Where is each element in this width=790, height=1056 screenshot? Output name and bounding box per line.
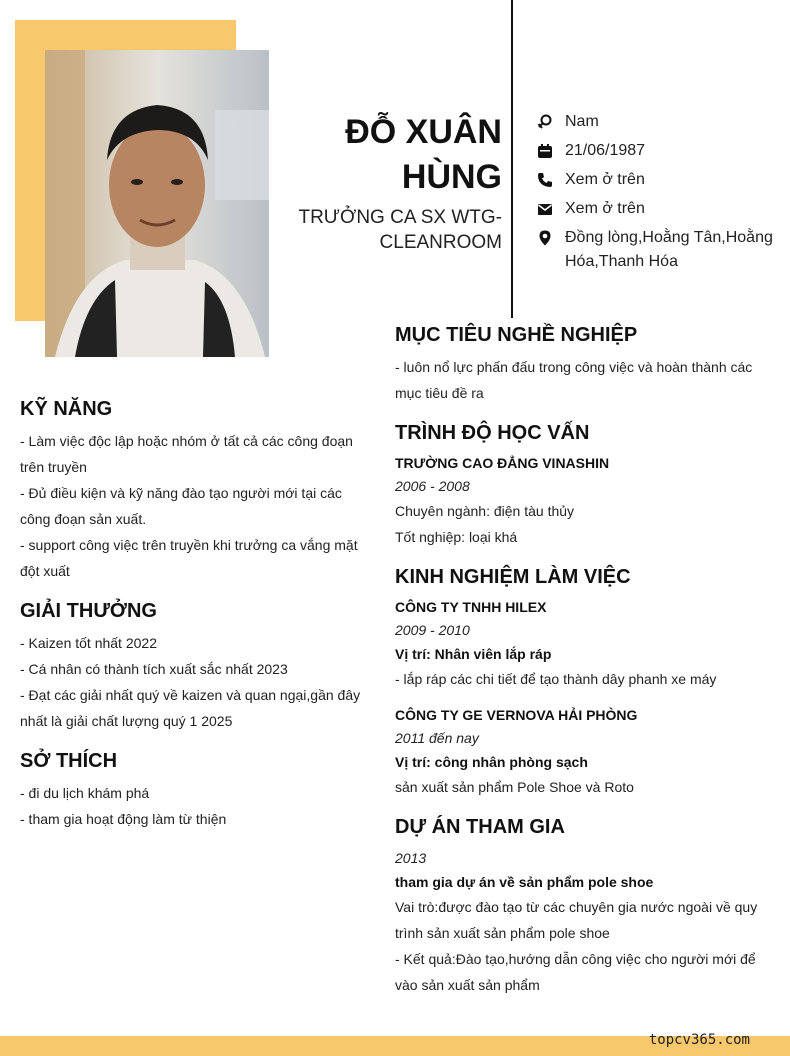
job-entry	[395, 704, 765, 800]
job-entry	[395, 596, 765, 692]
education-major: Chuyên ngành: điện tàu thủy	[395, 503, 575, 519]
projects-section	[395, 814, 765, 998]
header-divider	[511, 0, 513, 318]
contact-email-text: Xem ở trên	[565, 200, 645, 217]
job-company: CÔNG TY TNHH HILEX	[395, 599, 547, 615]
skills-title: KỸ NĂNG	[20, 398, 113, 420]
contact-gender	[537, 110, 782, 134]
contact-address	[537, 226, 782, 274]
job-description: - lắp ráp các chi tiết để tạo thành dây phanh xe máy	[395, 671, 717, 687]
contact-phone-text: Xem ở trên	[565, 171, 645, 188]
contact-birthday	[537, 139, 782, 163]
profile-photo	[45, 50, 269, 357]
school-name: TRƯỜNG CAO ĐẲNG VINASHIN	[395, 455, 610, 471]
objective-title: MỤC TIÊU NGHỀ NGHIỆP	[395, 324, 638, 346]
skill-item: - support công việc trên truyền khi trưởng ca vắng mặt đột xuất	[20, 537, 358, 579]
hobbies-section	[20, 748, 365, 832]
job-position: Vị trí: công nhân phòng sạch	[395, 754, 588, 770]
job-title	[282, 205, 502, 255]
objective-text: - luôn nổ lực phấn đấu trong công việc và hoàn thành các mục tiêu đề ra	[395, 359, 753, 401]
education-section	[395, 420, 765, 550]
contact-email	[537, 197, 782, 221]
gender-icon	[537, 114, 553, 130]
email-icon	[537, 201, 553, 217]
awards-section	[20, 598, 365, 734]
hobby-item: - đi du lịch khám phá	[20, 785, 150, 801]
education-grade: Tốt nghiệp: loại khá	[395, 529, 518, 545]
right-column	[395, 322, 765, 1012]
contact-phone	[537, 168, 782, 192]
skills-section	[20, 396, 365, 584]
awards-title: GIẢI THƯỞNG	[20, 600, 157, 622]
job-title-line-2: CLEANROOM	[379, 232, 502, 253]
contact-birthday-text: 21/06/1987	[565, 142, 646, 159]
footer-watermark: topcv365.com	[648, 1032, 750, 1048]
experience-title: KINH NGHIỆM LÀM VIỆC	[395, 566, 631, 588]
phone-icon	[537, 172, 553, 188]
award-item: - Đạt các giải nhất quý về kaizen và quan ngại,gần đây nhất là giải chất lượng quý 1 2025	[20, 687, 361, 729]
job-position: Vị trí: Nhân viên lắp ráp	[395, 646, 552, 662]
skill-item: - Làm việc độc lập hoặc nhóm ở tất cả các công đoạn trên truyền	[20, 433, 353, 475]
location-pin-icon	[537, 230, 553, 246]
contact-gender-text: Nam	[565, 113, 599, 130]
project-role: Vai trò:được đào tạo từ các chuyên gia nước ngoài về quy trình sản xuất sản phẩm pole shoe	[395, 899, 758, 941]
hobbies-title: SỞ THÍCH	[20, 750, 118, 772]
contact-address-text: Đồng lòng,Hoằng Tân,Hoằng Hóa,Thanh Hóa	[565, 229, 773, 270]
education-title: TRÌNH ĐỘ HỌC VẤN	[395, 422, 590, 444]
project-result: - Kết quả:Đào tạo,hướng dẫn công việc cho người mới để vào sản xuất sản phẩm	[395, 951, 756, 993]
left-column	[20, 396, 365, 846]
education-period: 2006 - 2008	[395, 478, 470, 494]
job-description: sản xuất sản phẩm Pole Shoe và Roto	[395, 779, 634, 795]
name-line-1: ĐỖ XUÂN	[345, 113, 502, 151]
candidate-name	[282, 110, 502, 200]
project-period: 2013	[395, 850, 427, 866]
job-title-line-1: TRƯỞNG CA SX WTG-	[298, 207, 502, 228]
objective-section	[395, 322, 765, 406]
project-name: tham gia dự án về sản phẩm pole shoe	[395, 874, 654, 890]
hobby-item: - tham gia hoạt động làm từ thiện	[20, 811, 227, 827]
calendar-icon	[537, 143, 553, 159]
award-item: - Cá nhân có thành tích xuất sắc nhất 2023	[20, 661, 288, 677]
name-line-2: HÙNG	[401, 158, 502, 196]
projects-title: DỰ ÁN THAM GIA	[395, 816, 565, 838]
award-item: - Kaizen tốt nhất 2022	[20, 635, 157, 651]
job-period: 2011 đến nay	[395, 730, 479, 746]
job-period: 2009 - 2010	[395, 622, 470, 638]
experience-section	[395, 564, 765, 800]
portrait-illustration	[45, 50, 269, 357]
job-company: CÔNG TY GE VERNOVA HẢI PHÒNG	[395, 707, 638, 723]
contact-list	[537, 110, 782, 279]
skill-item: - Đủ điều kiện và kỹ năng đào tạo người mới tại các công đoạn sản xuất.	[20, 485, 342, 527]
